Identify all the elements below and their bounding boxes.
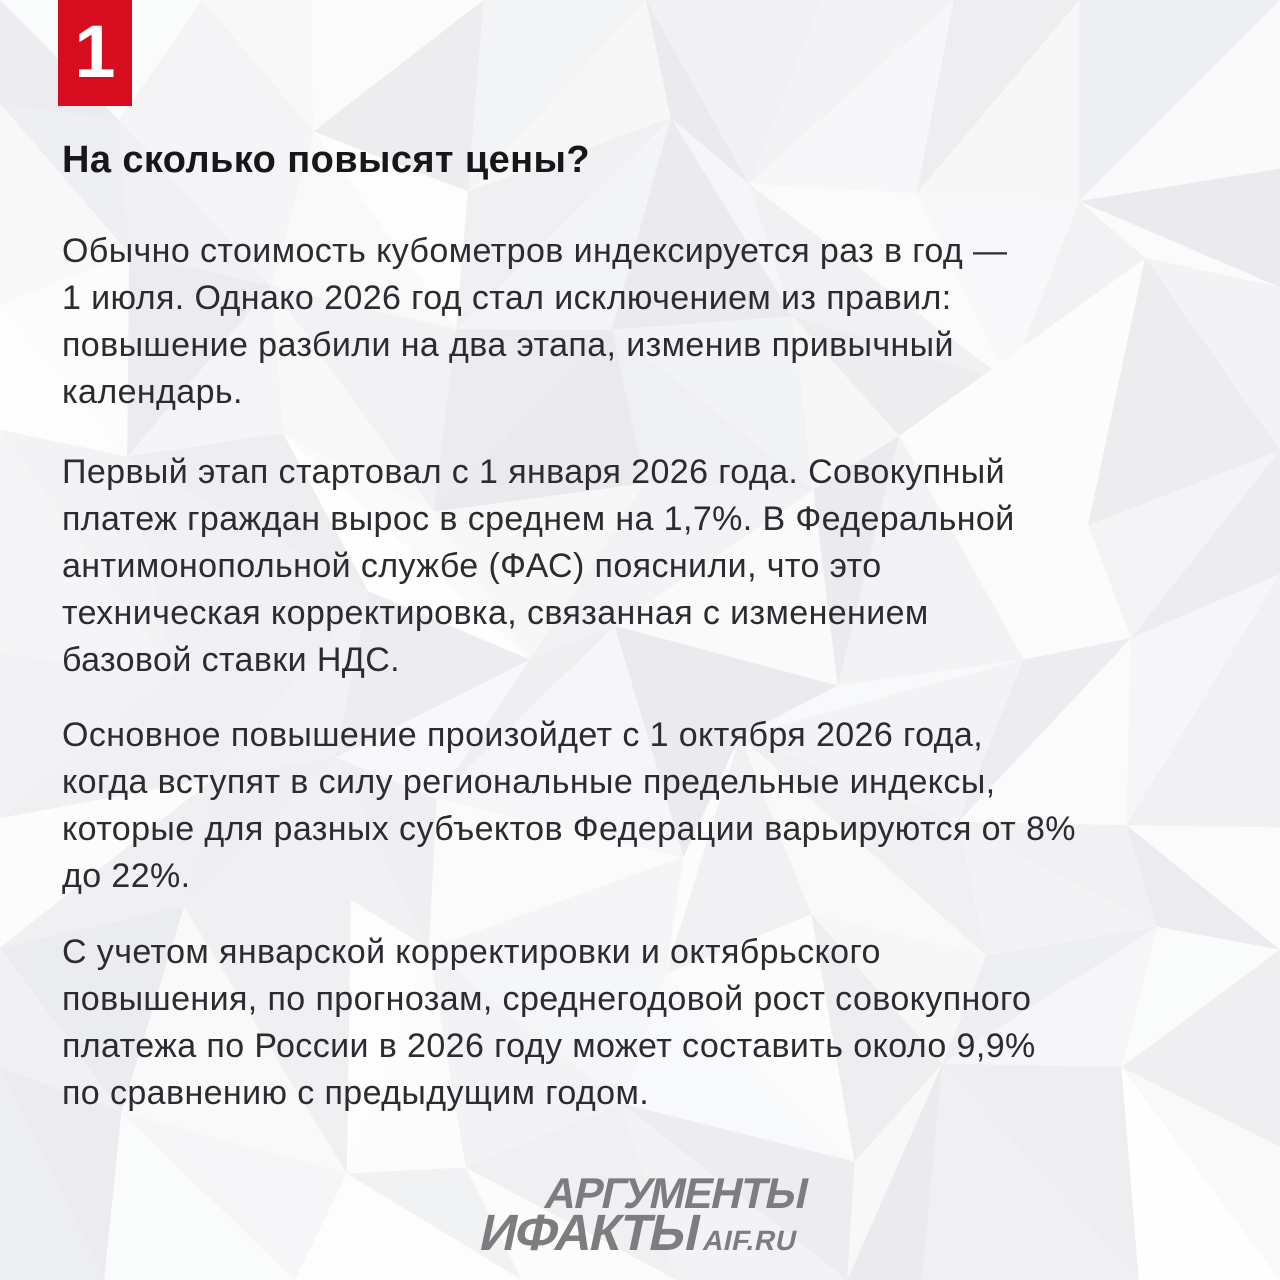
paragraph-main-increase: [62, 712, 1076, 900]
slide-number-badge: 1: [58, 0, 132, 106]
text-line: Первый этап стартовал с 1 января 2026 года. Совокупный: [62, 453, 1006, 491]
text-line: когда вступят в силу региональные предельные индексы,: [62, 763, 996, 801]
text-line: по сравнению с предыдущим годом.: [62, 1074, 650, 1112]
text-line: базовой ставки НДС.: [62, 641, 401, 679]
page-title: На сколько повысят цены?: [62, 139, 590, 181]
text-line: повышения, по прогнозам, среднегодовой рост совокупного: [62, 980, 1032, 1018]
text-line: антимонопольной службе (ФАС) пояснили, что это: [62, 547, 882, 585]
text-line: 1 июля. Однако 2026 год стал исключением из правил:: [62, 279, 952, 317]
paragraph-first-stage: [62, 449, 1015, 684]
aif-logo-site-url: AIF.RU: [700, 1225, 800, 1256]
text-line: повышение разбили на два этапа, изменив привычный: [62, 326, 954, 364]
paragraph-intro: [62, 228, 1007, 416]
aif-logo: [474, 1170, 812, 1261]
aif-logo-line1: АРГУМЕНТЫ: [540, 1170, 812, 1218]
text-line: Обычно стоимость кубометров индексируется раз в год —: [62, 232, 1008, 270]
text-line: платежа по России в 2026 году может составить около 9,9%: [62, 1027, 1036, 1065]
text-line: Основное повышение произойдет с 1 октября 2026 года,: [62, 716, 984, 754]
text-line: С учетом январской корректировки и октябрьского: [62, 933, 881, 971]
text-line: календарь.: [62, 373, 243, 411]
text-line: техническая корректировка, связанная с изменением: [62, 594, 929, 632]
text-line: которые для разных субъектов Федерации варьируются от 8%: [62, 810, 1076, 848]
paragraph-forecast: [62, 929, 1036, 1117]
text-line: до 22%.: [62, 857, 191, 895]
text-line: платеж граждан вырос в среднем на 1,7%. В Федеральной: [62, 500, 1015, 538]
aif-logo-line2-text: ИФАКТЫ: [474, 1204, 705, 1261]
